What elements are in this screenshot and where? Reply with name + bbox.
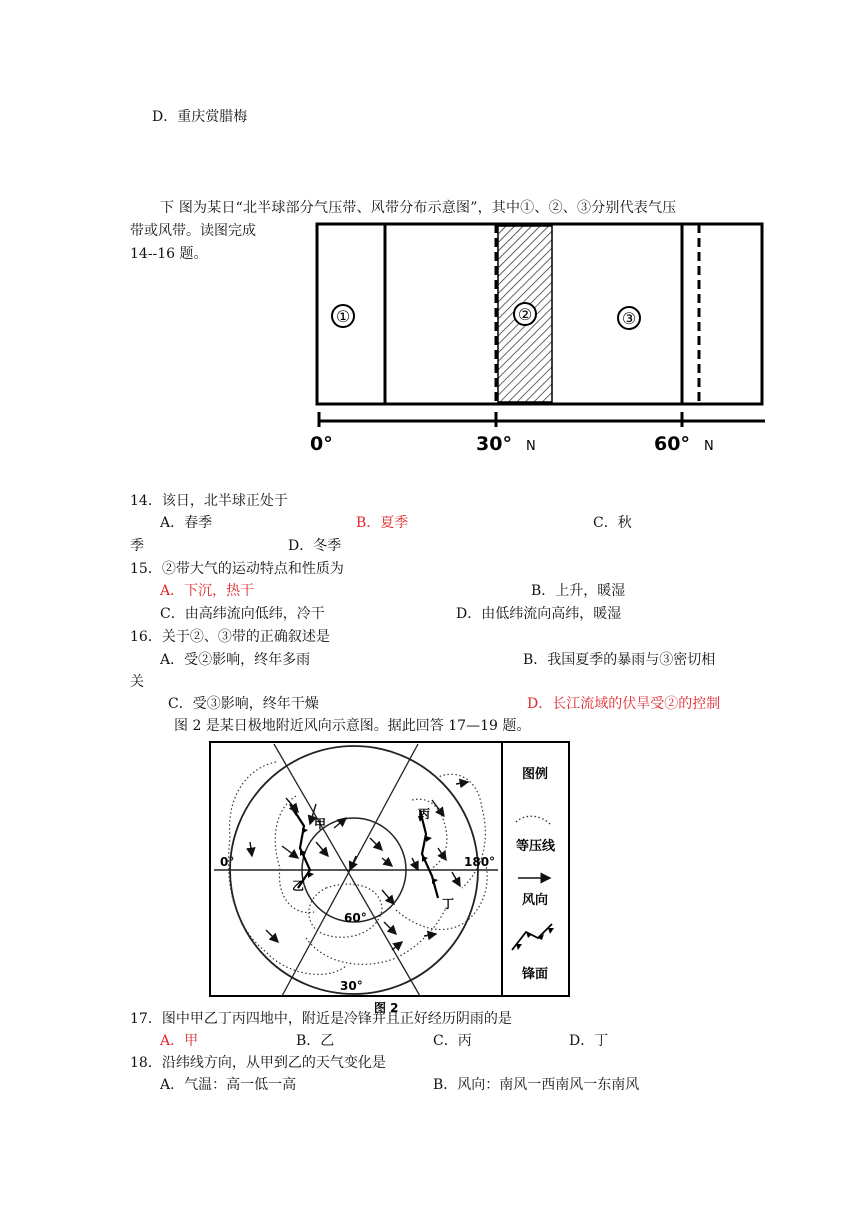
q17-option-d[interactable]: D．丁 <box>569 1033 609 1049</box>
lat-0-label: 0° <box>310 433 333 455</box>
zone-1-label: ① <box>335 307 351 326</box>
intro-line-2: 带或风带。读图完成 <box>130 223 256 239</box>
fig2-intro: 图 2 是某日极地附近风向示意图。据此回答 17—19 题。 <box>174 718 531 734</box>
label-lat-30: 30° <box>340 979 363 993</box>
q14-option-c-wrap: 季 <box>130 538 144 554</box>
label-jia: 甲 <box>314 817 327 831</box>
lat-30-label: 30° <box>476 433 512 455</box>
q16-option-a[interactable]: A．受②影响，终年多雨 <box>160 652 311 668</box>
legend-isobar: 等压线 <box>516 839 556 854</box>
q17-stem: 17．图中甲乙丁丙四地中，附近是冷锋并且正好经历阴雨的是 <box>130 1011 512 1027</box>
q16-option-d[interactable]: D．长江流域的伏旱受②的控制 <box>527 696 721 712</box>
front-left <box>290 804 310 888</box>
q15-option-b[interactable]: B．上升，暖湿 <box>531 583 626 599</box>
q16-option-b[interactable]: B．我国夏季的暴雨与③密切相 <box>523 652 716 668</box>
legend-isobar-sample <box>516 816 550 824</box>
q14-stem: 14．该日，北半球正处于 <box>130 493 288 509</box>
q16-option-c[interactable]: C．受③影响，终年干燥 <box>168 696 319 712</box>
q14-option-b[interactable]: B．夏季 <box>356 515 409 531</box>
q14-option-c[interactable]: C．秋 <box>593 515 632 531</box>
lat-60-n: N <box>704 439 714 454</box>
q18-option-a[interactable]: A．气温：高一低一高 <box>160 1077 297 1093</box>
q15-option-c[interactable]: C．由高纬流向低纬，冷干 <box>160 606 325 622</box>
lat-60-label: 60° <box>654 433 690 455</box>
lat-30-n: N <box>526 439 536 454</box>
q15-stem: 15．②带大气的运动特点和性质为 <box>130 561 344 577</box>
label-ding: 丁 <box>442 897 455 911</box>
q17-option-b[interactable]: B．乙 <box>296 1033 335 1049</box>
q15-option-d[interactable]: D．由低纬流向高纬，暖湿 <box>456 606 622 622</box>
label-lon-180: 180° <box>464 855 496 869</box>
polar-wind-map <box>206 738 572 1014</box>
zone-3-label: ③ <box>621 309 637 328</box>
q18-option-b[interactable]: B．风向：南风一西南风一东南风 <box>433 1077 640 1093</box>
q15-option-a[interactable]: A．下沉，热干 <box>160 583 255 599</box>
label-lat-60: 60° <box>344 911 367 925</box>
intro-line-3: 14--16 题。 <box>130 246 208 262</box>
pressure-belt-diagram <box>310 218 770 460</box>
label-bing: 丙 <box>418 807 431 821</box>
legend-front: 锋面 <box>522 967 549 982</box>
legend-wind: 风向 <box>522 893 549 908</box>
label-lon-0: 0° <box>220 855 235 869</box>
zone-2-label: ② <box>517 305 533 324</box>
legend-title: 图例 <box>522 767 549 782</box>
q16-option-b-wrap: 关 <box>130 674 144 690</box>
q14-option-a[interactable]: A．春季 <box>160 515 213 531</box>
label-yi: 乙 <box>292 879 305 893</box>
option-d-top: D．重庆赏腊梅 <box>152 109 248 125</box>
q17-option-a[interactable]: A．甲 <box>160 1033 199 1049</box>
front-right <box>420 810 438 898</box>
q18-stem: 18．沿纬线方向，从甲到乙的天气变化是 <box>130 1055 386 1071</box>
map-frame <box>210 742 569 996</box>
isobar-1 <box>229 762 347 974</box>
q17-option-c[interactable]: C．丙 <box>433 1033 472 1049</box>
fig2-caption: 图 2 <box>374 1001 399 1014</box>
q14-option-d[interactable]: D．冬季 <box>288 538 342 554</box>
q16-stem: 16．关于②、③带的正确叙述是 <box>130 629 330 645</box>
intro-line-1: 下 图为某日“北半球部分气压带、风带分布示意图”，其中①、②、③分别代表气压 <box>160 200 677 216</box>
